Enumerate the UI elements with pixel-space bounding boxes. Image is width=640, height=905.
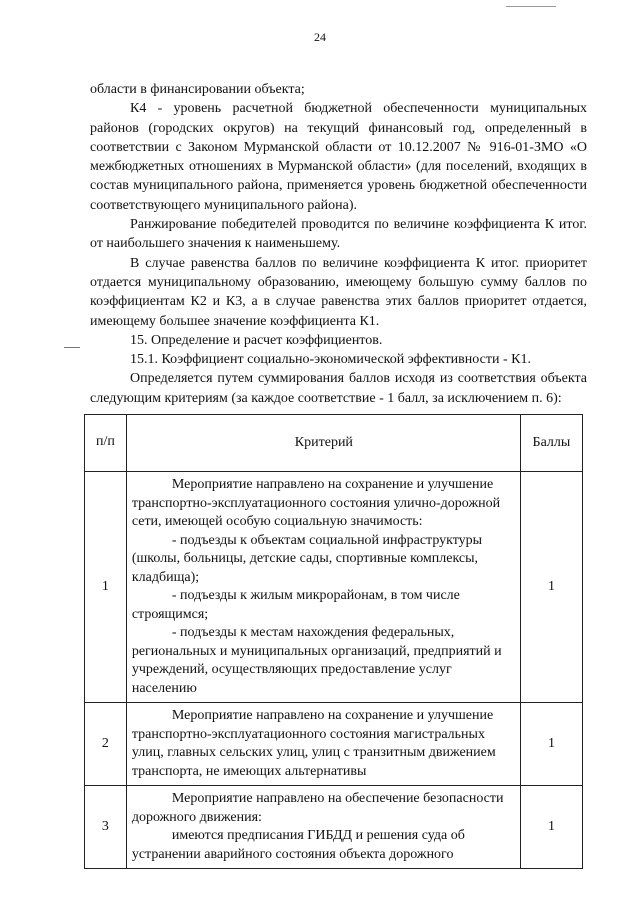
header-score: Баллы — [520, 415, 582, 472]
criteria-table — [84, 414, 583, 869]
row-criterion — [126, 786, 520, 869]
row-score: 1 — [520, 786, 582, 869]
top-edge-line — [506, 6, 556, 7]
table-row — [85, 703, 583, 786]
criterion-line: Мероприятие направлено на сохранение и улучшение транспортно-эксплуатационного состояния магистральных улиц, главных сельских улиц, улиц с транзитным движением транспорта, не имеющих альтернативы — [131, 708, 496, 779]
paragraph: 15.1. Коэффициент социально-экономической эффективности - К1. — [130, 352, 531, 368]
page-number: 24 — [314, 30, 326, 44]
criterion-line: Мероприятие направлено на сохранение и улучшение транспортно-эксплуатационного состояния улично-дорожной сети, имеющей особую социальную значимость: — [131, 477, 501, 529]
paragraph: области в финансировании объекта; — [90, 82, 305, 97]
table-row — [85, 786, 583, 869]
paragraph: Определяется путем суммирования баллов исходя из соответствия объекта следующим критериям (за каждое соответствие - 1 балл, за исключением п. 6): — [90, 371, 587, 406]
paragraph: В случае равенства баллов по величине коэффициента К итог. приоритет отдается муниципальному образованию, имеющему большую сумму баллов по коэффициентам К2 и К3, а в случае равенства этих баллов приоритет отдается, имеющему большее значение коэффициента К1. — [90, 255, 587, 329]
header-num: п/п — [85, 415, 127, 472]
criterion-line: Мероприятие направлено на обеспечение безопасности дорожного движения: — [131, 791, 504, 825]
criterion-line: имеются предписания ГИБДД и решения суда об устранении аварийного состояния объекта дорожного — [131, 828, 465, 862]
criterion-line: - подъезды к жилым микрорайонам, в том числе строящимся; — [131, 588, 460, 622]
row-num: 2 — [85, 703, 127, 786]
row-num: 1 — [85, 472, 127, 703]
paragraph: Ранжирование победителей проводится по величине коэффициента К итог. от наибольшего значения к наименьшему. — [90, 217, 587, 252]
row-criterion — [126, 472, 520, 703]
paragraph: К4 - уровень расчетной бюджетной обеспеченности муниципальных районов (городских округов) на текущий финансовый год, определенный в соответствии с Законом Мурманской области от 10.12.2007 № 916-01-ЗМО «О межбюджетных отношениях в Мурманской области» (для поселений, входящих в состав муниципального района, применяется уровень бюджетной обеспеченности соответствующего муниципального района). — [90, 101, 587, 213]
row-score: 1 — [520, 472, 582, 703]
row-score: 1 — [520, 703, 582, 786]
row-criterion — [126, 703, 520, 786]
body-text — [90, 80, 587, 408]
criterion-line: - подъезды к местам нахождения федеральных, региональных и муниципальных организаций, предприятий и учреждений, осуществляющих предоставление услуг населению — [131, 625, 502, 696]
table-header-row — [85, 415, 583, 472]
criterion-line: - подъезды к объектам социальной инфраструктуры (школы, больницы, детские сады, спортивные комплексы, кладбища); — [131, 532, 483, 585]
row-num: 3 — [85, 786, 127, 869]
paragraph: 15. Определение и расчет коэффициентов. — [130, 332, 383, 348]
table-row — [85, 472, 583, 703]
margin-mark — [64, 347, 80, 348]
header-criterion: Критерий — [126, 415, 520, 472]
